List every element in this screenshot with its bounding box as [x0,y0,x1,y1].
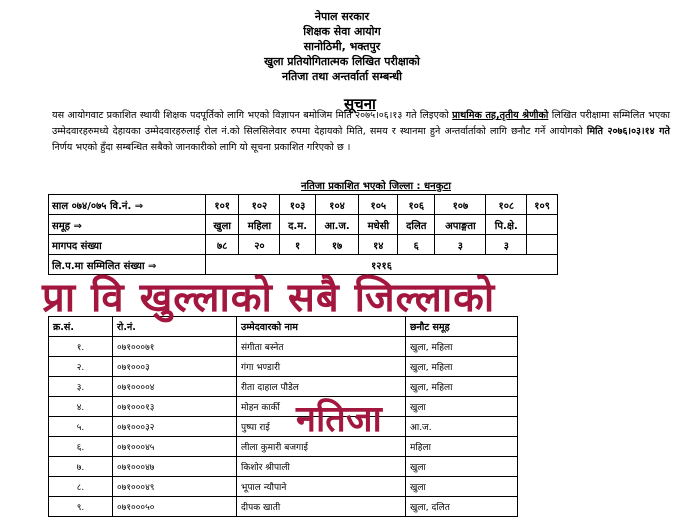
roll-cell: ०७१०००३ [113,357,237,377]
col-header-name: उम्मेदवारको नाम [237,317,406,337]
overlay-result-word: नतिजा [296,399,382,440]
summary-cell: पि.क्षे. [486,215,527,235]
header-result: नतिजा तथा अन्तर्वार्ता सम्बन्धी [282,70,402,83]
name-cell: किशोर श्रीपाली [237,457,406,477]
paragraph-part-1: यस आयोगवाट प्रकाशित स्थायी शिक्षक पदपूर्तिको लागि भएको विज्ञापन बमोजिम मिति २०७५।०६।१३ गते लिइएको [52,110,453,121]
summary-cell: १०२ [239,195,280,215]
summary-cell: द.म. [280,215,315,235]
group-cell: खुला [406,457,518,477]
summary-cell: १०६ [398,195,435,215]
summary-cell: १०५ [359,195,398,215]
summary-row-groups [49,215,558,235]
results-table [48,316,518,517]
district-heading: नतिजा प्रकाशित भएको जिल्ला : धनकुटा [300,181,452,192]
summary-vinam-label: साल ०७४/०७५ वि.नं. ⇒ [49,195,206,215]
paragraph-level-highlight: प्राथमिक तह,तृतीय श्रेणीको [452,110,549,121]
summary-cell: १०४ [315,195,359,215]
roll-cell: ०७१००००४ [113,377,237,397]
name-cell: लीला कुमारी बजगाई [237,437,406,457]
summary-cell-empty [527,215,558,235]
summary-posts-label: मागपद संख्या [49,235,206,255]
table-row [49,477,518,497]
serial-cell: ७. [49,457,113,477]
roll-cell: ०७१०००३२ [113,417,237,437]
roll-cell: ०७१०००४९ [113,477,237,497]
summary-cell: ३ [435,235,486,255]
summary-cell: मधेसी [359,215,398,235]
name-cell: भूपाल न्यौपाने [237,477,406,497]
serial-cell: १. [49,337,113,357]
header-exam: खुला प्रतियोगितात्मक लिखित परीक्षाको [264,55,420,68]
group-cell: खुला [406,397,518,417]
summary-cell: २० [239,235,280,255]
table-row [49,397,518,417]
summary-appeared-value: १२१६ [206,255,558,275]
name-cell: मोहन कार्की [237,397,406,417]
group-cell: खुला, दलित [406,497,518,517]
header-location: सानोठिमी, भक्तपुर [303,40,381,53]
summary-cell: अपाङ्गता [435,215,486,235]
serial-cell: ६. [49,437,113,457]
name-cell: संगीता बस्नेत [237,337,406,357]
col-header-serial: क्र.सं. [49,317,113,337]
summary-cell: १०३ [280,195,315,215]
summary-cell: महिला [239,215,280,235]
summary-appeared-label: लि.प.मा सम्मिलित संख्या ⇒ [49,255,206,275]
summary-table [48,194,558,275]
roll-cell: ०७१०००४५ [113,437,237,457]
roll-cell: ०७१०००७१ [113,337,237,357]
table-row [49,337,518,357]
summary-cell: १७ [315,235,359,255]
summary-group-label: समूह ⇒ [49,215,206,235]
group-cell: खुला, महिला [406,337,518,357]
group-cell: खुला [406,477,518,497]
table-row [49,437,518,457]
roll-cell: ०७१०००१३ [113,397,237,417]
notice-title: सूचना [344,95,376,113]
table-row [49,497,518,517]
table-row [49,457,518,477]
serial-cell: ९. [49,497,113,517]
summary-cell: १०८ [486,195,527,215]
group-cell: आ.ज. [406,417,518,437]
name-cell: पुष्पा राई [237,417,406,437]
notice-paragraph [52,108,670,156]
summary-cell: १४ [359,235,398,255]
name-cell: दीपक खाती [237,497,406,517]
group-cell: महिला [406,437,518,457]
group-cell: खुला, महिला [406,377,518,397]
summary-cell: १०७ [435,195,486,215]
roll-cell: ०७१०००५० [113,497,237,517]
table-row [49,377,518,397]
name-cell: गंगा भण्डारी [237,357,406,377]
summary-cell: १०९ [527,195,558,215]
summary-cell: ३ [486,235,527,255]
paragraph-date-highlight: मिति २०७६।०३।१४ गते [586,126,670,137]
paragraph-part-3: निर्णय भएको हुँदा सम्बन्धित सबैको जानकारीको लागि यो सूचना प्रकाशित गरिएको छ । [52,142,351,153]
summary-cell: खुला [206,215,239,235]
serial-cell: ४. [49,397,113,417]
col-header-group: छनौट समूह [406,317,518,337]
summary-cell: ७८ [206,235,239,255]
roll-cell: ०७१०००४७ [113,457,237,477]
overlay-headline: प्रा वि खुल्लाको सबै जिल्लाको [42,275,496,321]
col-header-roll: रो.नं. [113,317,237,337]
summary-cell: १ [280,235,315,255]
summary-row-vinam [49,195,558,215]
summary-cell: आ.ज. [315,215,359,235]
summary-cell: १०१ [206,195,239,215]
serial-cell: २. [49,357,113,377]
serial-cell: ८. [49,477,113,497]
summary-cell-empty [527,235,558,255]
summary-row-posts [49,235,558,255]
group-cell: खुला, महिला [406,357,518,377]
serial-cell: ५. [49,417,113,437]
summary-cell: दलित [398,215,435,235]
summary-cell: ६ [398,235,435,255]
table-row [49,417,518,437]
serial-cell: ३. [49,377,113,397]
header-government: नेपाल सरकार [314,10,370,23]
table-row [49,357,518,377]
name-cell: रीता दाहाल पौडेल [237,377,406,397]
header-commission: शिक्षक सेवा आयोग [303,25,381,38]
paragraph-part-2: लिखित परीक्षामा सम्मिलित भएका उम्मेदवारहरुमध्ये देहायका उम्मेदवारहरुलाई रोल नं.को सिलसिलेवार रुपमा देहायको मिति, समय र स्थानमा हुने अन्तर्वार्ताको लागि छनौट गर्ने आयोगको [52,110,670,137]
